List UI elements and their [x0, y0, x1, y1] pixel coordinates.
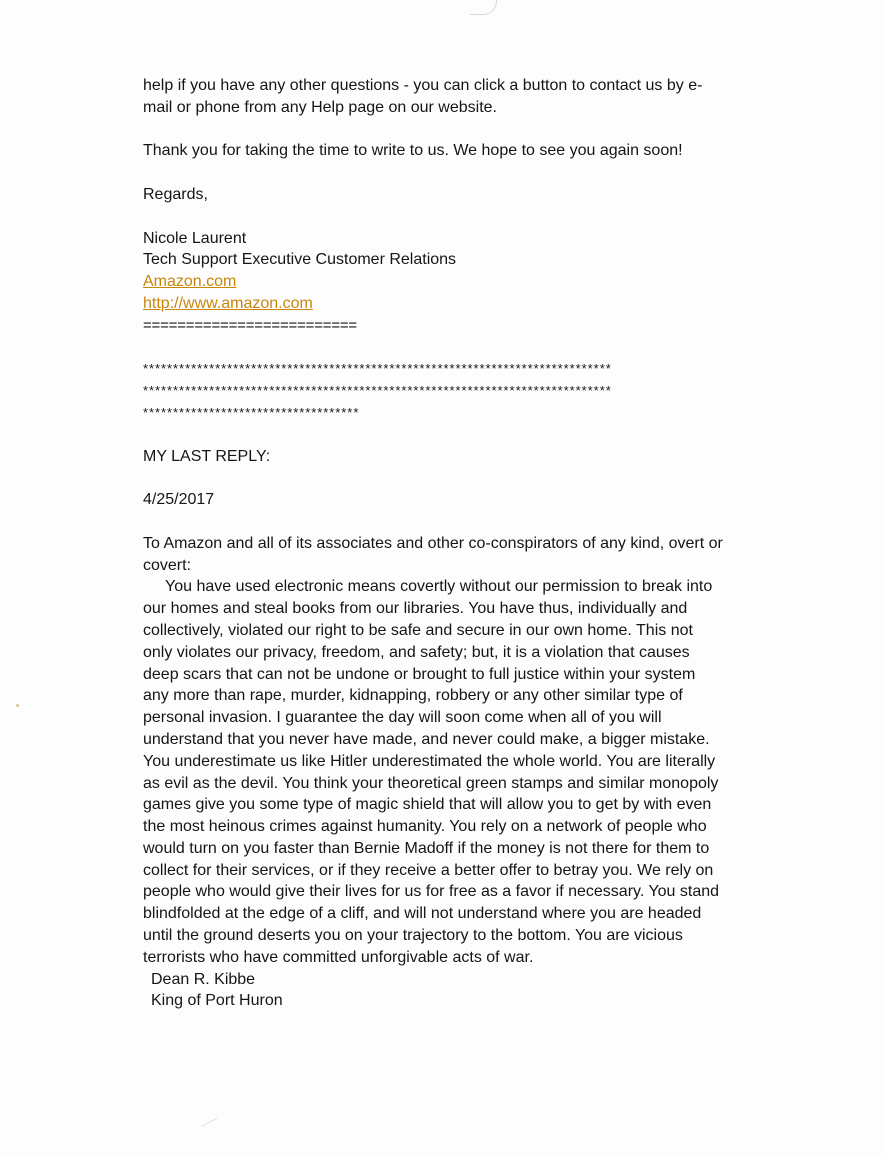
- letter-body-line: our homes and steal books from our libraries. You have thus, individually and: [143, 600, 688, 618]
- signature-title: Tech Support Executive Customer Relations: [143, 251, 457, 269]
- signature-name: Nicole Laurent: [143, 229, 247, 247]
- letter-body-line: games give you some type of magic shield that will allow you to get by with even: [143, 796, 712, 814]
- letter-body-line: You have used electronic means covertly without our permission to break into: [165, 578, 713, 596]
- letter-body-line: collectively, violated our right to be safe and secure in our own home. This not: [143, 621, 693, 639]
- separator-line-3: ************************************: [143, 404, 360, 420]
- signoff-title: King of Port Huron: [151, 992, 283, 1010]
- asterisk-separator: [143, 358, 783, 423]
- scan-scratch: [201, 1118, 217, 1127]
- thanks-line: Thank you for taking the time to write to us. We hope to see you again soon!: [143, 142, 683, 160]
- letter: [143, 533, 783, 1013]
- help-line-1: help if you have any other questions - you can click a button to contact us by e-: [143, 77, 703, 94]
- help-paragraph: [143, 75, 783, 119]
- letter-body-line: collect for their services, or if they receive a better offer to betray you. We rely on: [143, 861, 714, 879]
- salutation-line-2: covert:: [143, 556, 192, 574]
- letter-body-line: people who would give their lives for us for free as a favor if necessary. You stand: [143, 883, 720, 901]
- signoff-name: Dean R. Kibbe: [151, 970, 256, 988]
- letter-body-line: terrorists who have committed unforgivable acts of war.: [143, 948, 534, 966]
- letter-body-line: any more than rape, murder, kidnapping, robbery or any other similar type of: [143, 687, 683, 705]
- letter-body-line: blindfolded at the edge of a cliff, and will not understand where you are headed: [143, 905, 702, 923]
- letter-body-line: understand that you never have made, and never could make, a bigger mistake.: [143, 730, 710, 748]
- letter-body-line: You underestimate us like Hitler underestimated the whole world. You are literally: [143, 752, 716, 770]
- regards-line: Regards,: [143, 185, 208, 203]
- scan-speck: [16, 704, 19, 707]
- letter-body-line: personal invasion. I guarantee the day will soon come when all of you will: [143, 709, 662, 727]
- separator-line-1: ******************************************************************************: [143, 361, 612, 377]
- letter-date: 4/25/2017: [143, 491, 215, 509]
- letter-body-line: deep scars that can not be undone or brought to full justice within your system: [143, 665, 696, 683]
- document-content: [143, 75, 783, 1012]
- scan-artifact: [470, 0, 497, 15]
- section-heading: MY LAST REPLY:: [143, 447, 271, 465]
- letter-body-line: only violates our privacy, freedom, and safety; but, it is a violation that causes: [143, 643, 690, 661]
- letter-body-line: would turn on you faster than Bernie Madoff if the money is not there for them to: [143, 839, 710, 857]
- letter-body-line: until the ground deserts you on your trajectory to the bottom. You are vicious: [143, 927, 683, 945]
- salutation-line-1: To Amazon and all of its associates and other co-conspirators of any kind, overt or: [143, 534, 723, 552]
- email-signature: [143, 228, 783, 337]
- letter-body: [143, 576, 783, 968]
- letter-body-line: the most heinous crimes against humanity. You rely on a network of people who: [143, 818, 707, 836]
- signature-rule: =========================: [143, 316, 357, 334]
- amazon-url-link[interactable]: http://www.amazon.com: [143, 294, 313, 312]
- separator-line-2: ******************************************************************************: [143, 383, 612, 399]
- help-line-2: mail or phone from any Help page on our website.: [143, 98, 497, 116]
- amazon-link[interactable]: Amazon.com: [143, 273, 237, 291]
- letter-body-line: as evil as the devil. You think your theoretical green stamps and similar monopoly: [143, 774, 719, 792]
